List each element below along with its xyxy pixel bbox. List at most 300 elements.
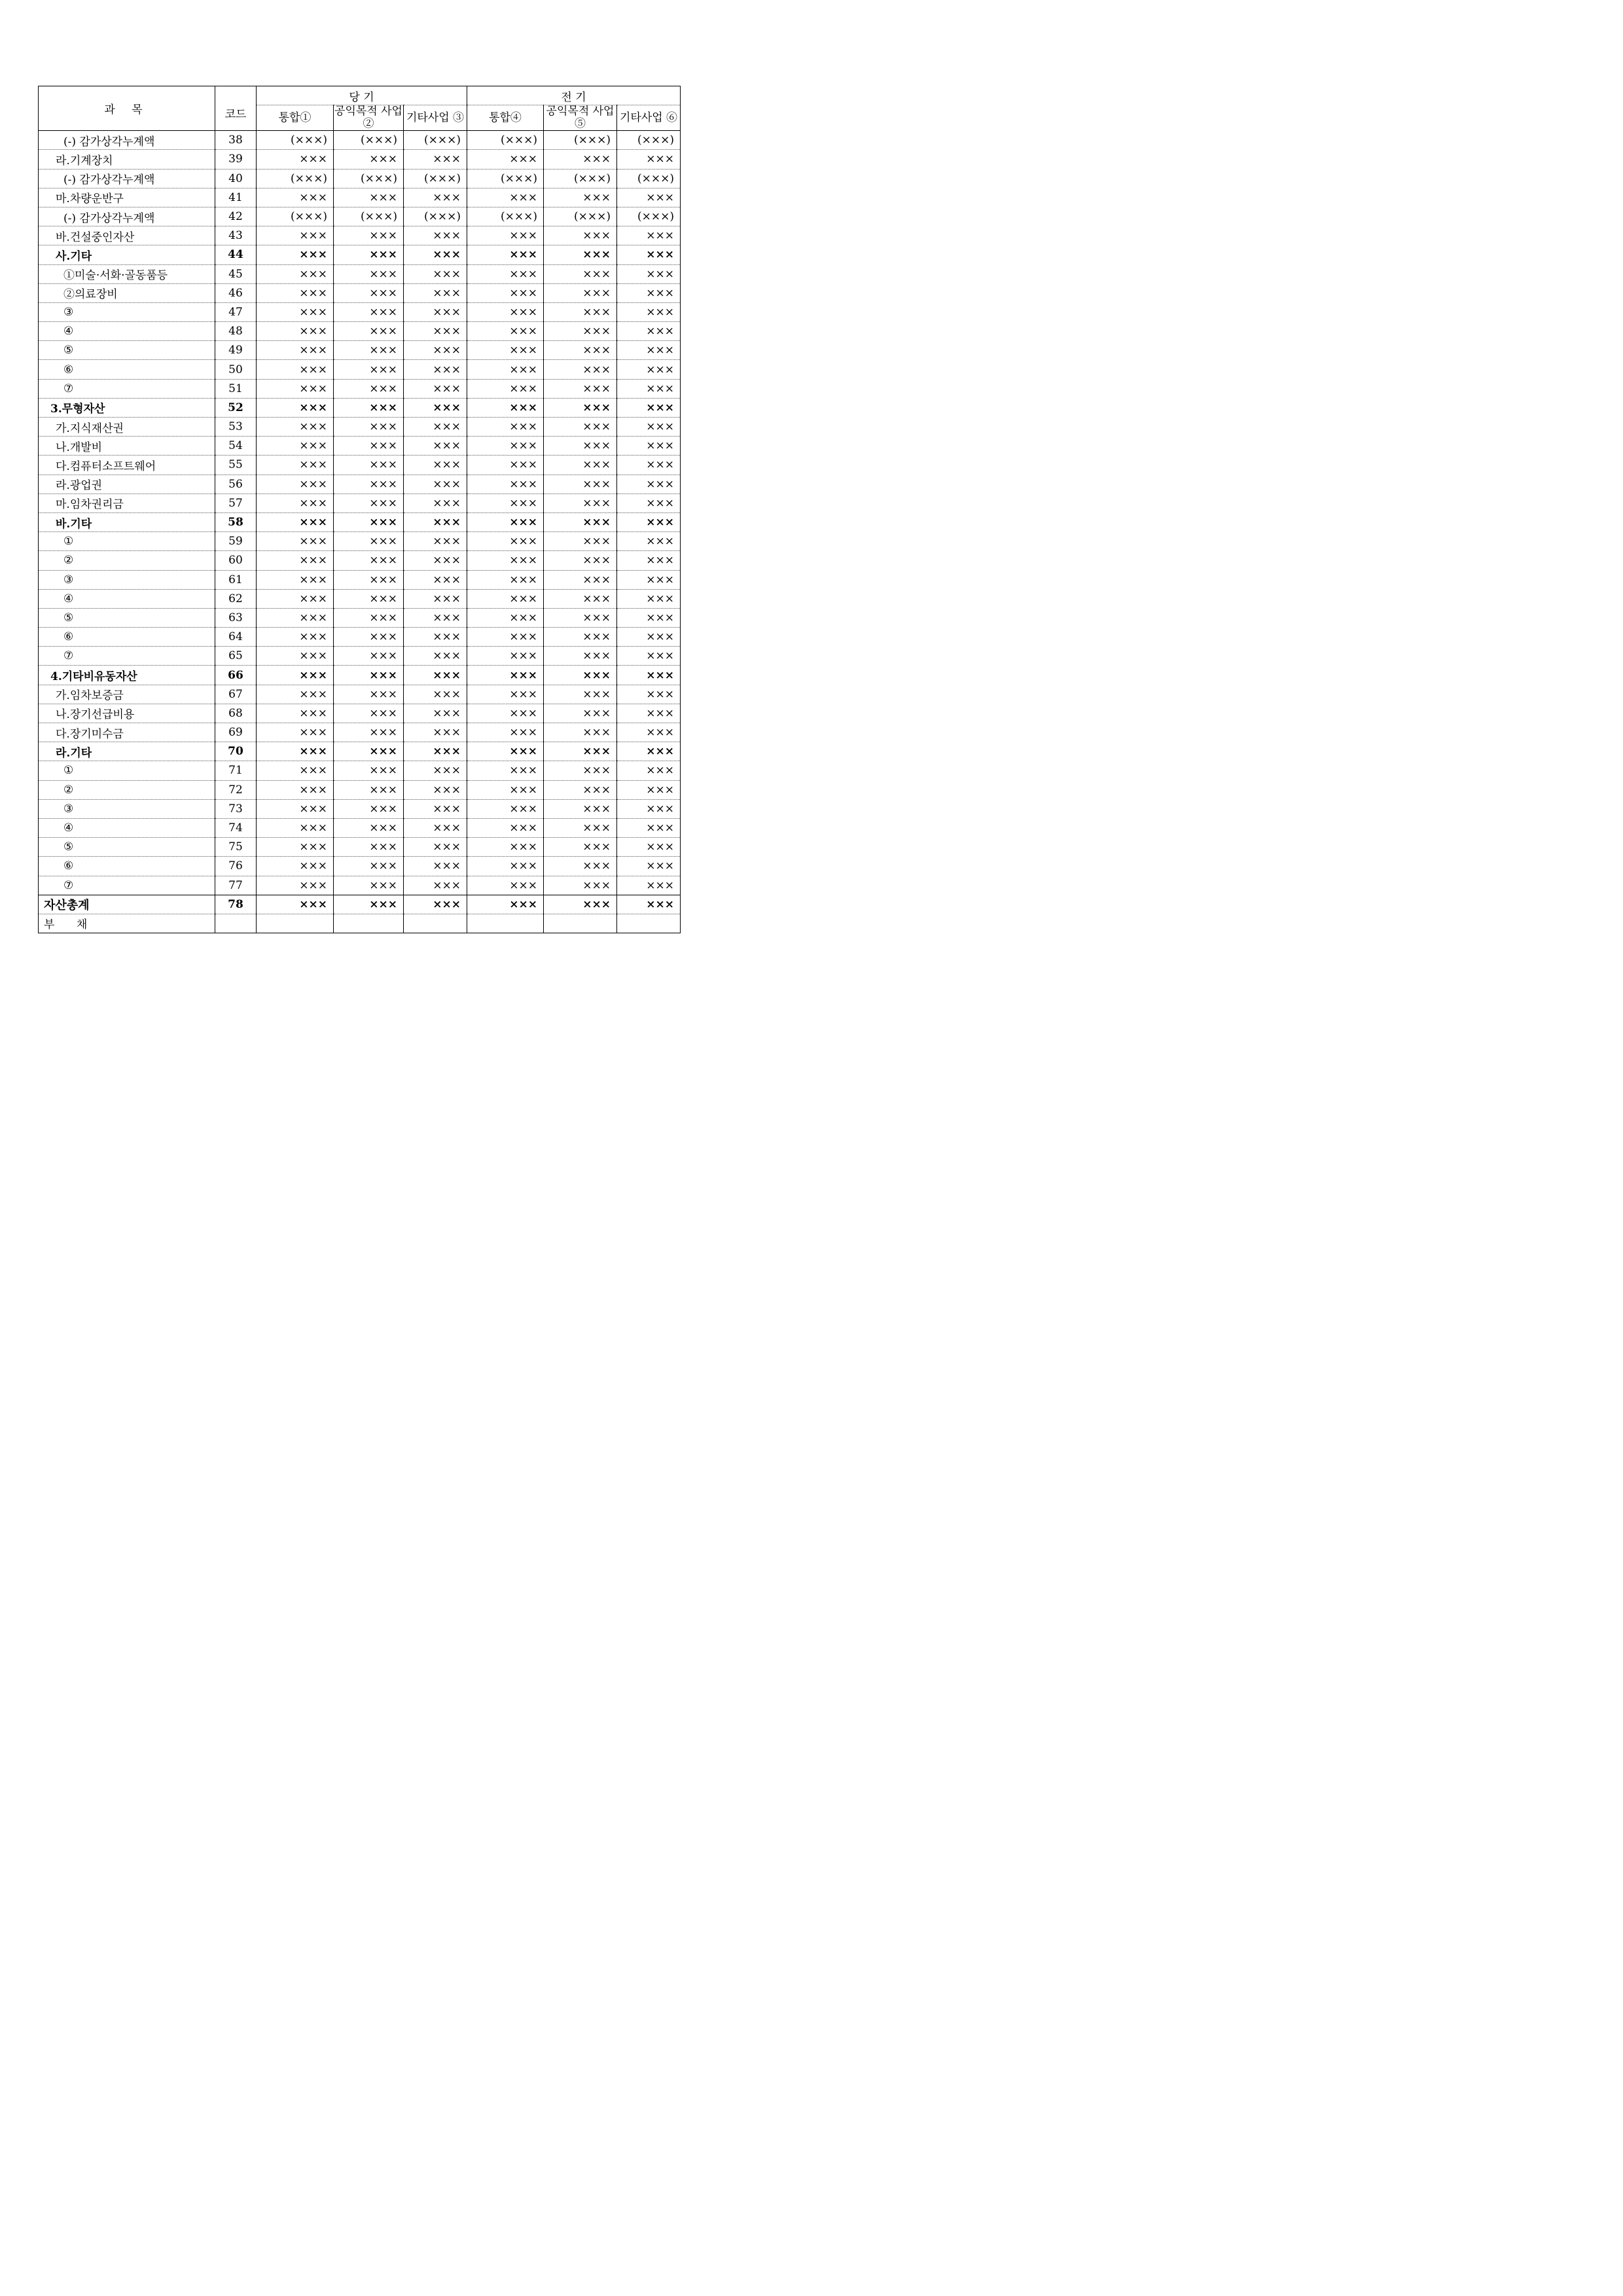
value-cell: (×××): [617, 169, 681, 188]
value-cell: ×××: [334, 608, 404, 627]
account-label: ⑤: [39, 608, 215, 627]
value-cell: ×××: [617, 742, 681, 761]
value-cell: ×××: [404, 437, 467, 456]
value-cell: ×××: [334, 264, 404, 283]
value-cell: ×××: [404, 188, 467, 207]
value-cell: ×××: [404, 150, 467, 169]
value-cell: ×××: [404, 341, 467, 360]
table-row: [39, 799, 681, 818]
value-cell: ×××: [617, 475, 681, 493]
account-label: 바.기타: [39, 512, 215, 531]
value-cell: ×××: [257, 150, 334, 169]
value-cell: ×××: [544, 647, 617, 666]
value-cell: ×××: [544, 341, 617, 360]
value-cell: (×××): [467, 207, 544, 226]
value-cell: (×××): [544, 131, 617, 150]
table-row: [39, 876, 681, 895]
value-cell: [544, 914, 617, 933]
value-cell: ×××: [257, 341, 334, 360]
table-row: [39, 742, 681, 761]
table-row: [39, 437, 681, 456]
value-cell: ×××: [544, 742, 617, 761]
value-cell: ×××: [617, 666, 681, 685]
value-cell: ×××: [617, 838, 681, 857]
value-cell: ×××: [544, 188, 617, 207]
value-cell: ×××: [404, 532, 467, 551]
value-cell: ×××: [404, 379, 467, 398]
value-cell: ×××: [257, 226, 334, 245]
value-cell: ×××: [334, 379, 404, 398]
account-code: 72: [215, 780, 257, 799]
value-cell: ×××: [334, 742, 404, 761]
account-label: (-) 감가상각누계액: [39, 169, 215, 188]
account-label: (-) 감가상각누계액: [39, 131, 215, 150]
value-cell: ×××: [467, 456, 544, 475]
value-cell: ×××: [617, 685, 681, 704]
value-cell: ×××: [404, 302, 467, 321]
value-cell: ×××: [544, 818, 617, 837]
table-row: [39, 838, 681, 857]
value-cell: ×××: [617, 226, 681, 245]
table-row: [39, 226, 681, 245]
value-cell: (×××): [617, 207, 681, 226]
column-header: 통합①: [257, 105, 334, 131]
value-cell: ×××: [257, 780, 334, 799]
value-cell: ×××: [467, 761, 544, 780]
value-cell: ×××: [544, 551, 617, 570]
value-cell: ×××: [257, 723, 334, 742]
account-label: 4.기타비유동자산: [39, 666, 215, 685]
value-cell: ×××: [544, 226, 617, 245]
value-cell: ×××: [467, 475, 544, 493]
value-cell: ×××: [257, 589, 334, 608]
table-row: [39, 685, 681, 704]
value-cell: ×××: [334, 857, 404, 876]
value-cell: ×××: [467, 379, 544, 398]
account-code: 42: [215, 207, 257, 226]
value-cell: ×××: [257, 876, 334, 895]
value-cell: ×××: [617, 551, 681, 570]
account-code: 45: [215, 264, 257, 283]
value-cell: (×××): [617, 131, 681, 150]
value-cell: ×××: [404, 493, 467, 512]
value-cell: ×××: [617, 818, 681, 837]
value-cell: ×××: [334, 551, 404, 570]
value-cell: ×××: [404, 322, 467, 341]
value-cell: ×××: [467, 570, 544, 589]
value-cell: ×××: [544, 628, 617, 647]
value-cell: ×××: [334, 302, 404, 321]
value-cell: ×××: [257, 761, 334, 780]
table-row: [39, 379, 681, 398]
value-cell: ×××: [617, 150, 681, 169]
value-cell: ×××: [404, 723, 467, 742]
table-row: [39, 493, 681, 512]
value-cell: ×××: [334, 226, 404, 245]
value-cell: ×××: [257, 322, 334, 341]
value-cell: ×××: [617, 418, 681, 437]
value-cell: ×××: [467, 666, 544, 685]
column-header: 공익목적 사업②: [334, 105, 402, 131]
value-cell: ×××: [617, 322, 681, 341]
value-cell: ×××: [544, 475, 617, 493]
table-row: [39, 761, 681, 780]
value-cell: ×××: [467, 857, 544, 876]
value-cell: ×××: [617, 532, 681, 551]
account-code: 62: [215, 589, 257, 608]
value-cell: [334, 914, 404, 933]
account-label: ⑤: [39, 341, 215, 360]
table-row: [39, 245, 681, 264]
value-cell: ×××: [617, 589, 681, 608]
value-cell: ×××: [617, 245, 681, 264]
table-row: [39, 608, 681, 627]
account-code: 52: [215, 398, 257, 417]
value-cell: ×××: [617, 704, 681, 723]
account-label: 바.건설중인자산: [39, 226, 215, 245]
table-row: [39, 188, 681, 207]
value-cell: ×××: [257, 818, 334, 837]
value-cell: ×××: [257, 628, 334, 647]
account-label: ⑥: [39, 857, 215, 876]
value-cell: ×××: [617, 895, 681, 914]
table-row: [39, 512, 681, 531]
value-cell: ×××: [617, 780, 681, 799]
account-label: 마.임차권리금: [39, 493, 215, 512]
account-label: 라.기타: [39, 742, 215, 761]
value-cell: ×××: [404, 761, 467, 780]
value-cell: ×××: [467, 685, 544, 704]
account-label: 마.차량운반구: [39, 188, 215, 207]
value-cell: (×××): [257, 131, 334, 150]
value-cell: ×××: [334, 150, 404, 169]
table-row: [39, 398, 681, 417]
value-cell: ×××: [257, 493, 334, 512]
account-label: 사.기타: [39, 245, 215, 264]
account-label: ①미술·서화·골동품등: [39, 264, 215, 283]
account-code: 48: [215, 322, 257, 341]
value-cell: ×××: [544, 761, 617, 780]
value-cell: ×××: [617, 188, 681, 207]
account-label: ⑦: [39, 647, 215, 666]
value-cell: ×××: [257, 704, 334, 723]
table-row: [39, 857, 681, 876]
account-label: ⑤: [39, 838, 215, 857]
account-code: 78: [215, 895, 257, 914]
balance-sheet-table: [38, 86, 681, 933]
account-label: 가.임차보증금: [39, 685, 215, 704]
code-header: 코드: [215, 86, 257, 131]
value-cell: ×××: [334, 360, 404, 379]
value-cell: ×××: [334, 628, 404, 647]
value-cell: ×××: [404, 245, 467, 264]
account-label: ④: [39, 589, 215, 608]
table-row: [39, 360, 681, 379]
value-cell: ×××: [544, 532, 617, 551]
account-code: 66: [215, 666, 257, 685]
value-cell: ×××: [544, 704, 617, 723]
value-cell: ×××: [544, 780, 617, 799]
value-cell: ×××: [467, 780, 544, 799]
value-cell: ×××: [257, 551, 334, 570]
table-row: [39, 341, 681, 360]
table-row: [39, 475, 681, 493]
value-cell: (×××): [334, 131, 404, 150]
value-cell: ×××: [544, 379, 617, 398]
value-cell: ×××: [467, 322, 544, 341]
value-cell: ×××: [467, 838, 544, 857]
value-cell: ×××: [617, 341, 681, 360]
account-label: 3.무형자산: [39, 398, 215, 417]
value-cell: ×××: [617, 493, 681, 512]
value-cell: ×××: [257, 264, 334, 283]
table-row: [39, 322, 681, 341]
value-cell: ×××: [467, 226, 544, 245]
value-cell: ×××: [257, 475, 334, 493]
value-cell: ×××: [467, 341, 544, 360]
value-cell: ×××: [404, 895, 467, 914]
value-cell: ×××: [334, 876, 404, 895]
account-code: 71: [215, 761, 257, 780]
value-cell: ×××: [544, 360, 617, 379]
table-row: [39, 780, 681, 799]
value-cell: ×××: [467, 799, 544, 818]
account-code: 75: [215, 838, 257, 857]
account-code: 59: [215, 532, 257, 551]
value-cell: ×××: [544, 666, 617, 685]
account-code: 74: [215, 818, 257, 837]
value-cell: (×××): [467, 131, 544, 150]
value-cell: ×××: [617, 608, 681, 627]
value-cell: (×××): [404, 207, 467, 226]
account-label: ④: [39, 818, 215, 837]
value-cell: ×××: [334, 437, 404, 456]
value-cell: ×××: [404, 475, 467, 493]
value-cell: ×××: [467, 418, 544, 437]
value-cell: ×××: [404, 456, 467, 475]
account-code: 73: [215, 799, 257, 818]
value-cell: ×××: [334, 799, 404, 818]
value-cell: ×××: [544, 857, 617, 876]
value-cell: ×××: [467, 245, 544, 264]
value-cell: ×××: [544, 512, 617, 531]
value-cell: ×××: [617, 723, 681, 742]
value-cell: [467, 914, 544, 933]
value-cell: ×××: [617, 456, 681, 475]
value-cell: ×××: [334, 532, 404, 551]
value-cell: ×××: [467, 512, 544, 531]
account-label: ③: [39, 302, 215, 321]
value-cell: ×××: [467, 264, 544, 283]
value-cell: ×××: [404, 283, 467, 302]
value-cell: ×××: [617, 628, 681, 647]
value-cell: ×××: [257, 188, 334, 207]
value-cell: ×××: [617, 857, 681, 876]
value-cell: ×××: [544, 589, 617, 608]
value-cell: ×××: [334, 723, 404, 742]
value-cell: ×××: [617, 360, 681, 379]
value-cell: ×××: [404, 608, 467, 627]
value-cell: ×××: [467, 895, 544, 914]
current-period-header: 당 기: [257, 86, 467, 105]
value-cell: ×××: [257, 283, 334, 302]
account-code: 53: [215, 418, 257, 437]
account-label: 다.컴퓨터소프트웨어: [39, 456, 215, 475]
value-cell: ×××: [544, 418, 617, 437]
value-cell: ×××: [334, 895, 404, 914]
table-row: [39, 723, 681, 742]
table-row: [39, 302, 681, 321]
value-cell: ×××: [257, 799, 334, 818]
value-cell: ×××: [257, 742, 334, 761]
value-cell: ×××: [334, 398, 404, 417]
value-cell: ×××: [404, 570, 467, 589]
value-cell: ×××: [257, 647, 334, 666]
value-cell: ×××: [257, 302, 334, 321]
account-code: 61: [215, 570, 257, 589]
value-cell: ×××: [544, 302, 617, 321]
value-cell: ×××: [467, 398, 544, 417]
value-cell: (×××): [257, 169, 334, 188]
value-cell: ×××: [334, 570, 404, 589]
value-cell: ×××: [617, 302, 681, 321]
table-row: [39, 283, 681, 302]
account-code: 50: [215, 360, 257, 379]
column-header: 공익목적 사업⑤: [544, 105, 617, 131]
value-cell: (×××): [544, 207, 617, 226]
value-cell: ×××: [404, 838, 467, 857]
value-cell: ×××: [257, 398, 334, 417]
table-row: [39, 818, 681, 837]
value-cell: ×××: [467, 876, 544, 895]
value-cell: ×××: [257, 456, 334, 475]
value-cell: ×××: [544, 398, 617, 417]
value-cell: ×××: [544, 245, 617, 264]
value-cell: ×××: [617, 283, 681, 302]
account-label: ③: [39, 799, 215, 818]
value-cell: ×××: [334, 838, 404, 857]
value-cell: ×××: [544, 723, 617, 742]
value-cell: ×××: [257, 245, 334, 264]
column-header: 통합④: [467, 105, 544, 131]
account-code: 55: [215, 456, 257, 475]
value-cell: ×××: [617, 512, 681, 531]
table-row: [39, 589, 681, 608]
value-cell: ×××: [467, 551, 544, 570]
value-cell: ×××: [334, 780, 404, 799]
account-label: 다.장기미수금: [39, 723, 215, 742]
account-label: ①: [39, 532, 215, 551]
value-cell: ×××: [334, 188, 404, 207]
value-cell: ×××: [334, 245, 404, 264]
table-row: [39, 551, 681, 570]
value-cell: ×××: [467, 704, 544, 723]
value-cell: ×××: [467, 150, 544, 169]
value-cell: ×××: [467, 608, 544, 627]
value-cell: ×××: [257, 418, 334, 437]
value-cell: ×××: [334, 685, 404, 704]
value-cell: ×××: [467, 818, 544, 837]
value-cell: ×××: [257, 608, 334, 627]
value-cell: (×××): [404, 169, 467, 188]
value-cell: (×××): [404, 131, 467, 150]
value-cell: (×××): [544, 169, 617, 188]
account-code: 40: [215, 169, 257, 188]
value-cell: ×××: [404, 589, 467, 608]
value-cell: ×××: [404, 666, 467, 685]
value-cell: ×××: [617, 264, 681, 283]
account-code: 54: [215, 437, 257, 456]
account-code: 64: [215, 628, 257, 647]
value-cell: ×××: [404, 818, 467, 837]
account-code: 58: [215, 512, 257, 531]
account-label: 자산총계: [39, 895, 215, 914]
value-cell: ×××: [334, 475, 404, 493]
account-label: 라.광업권: [39, 475, 215, 493]
account-code: [215, 914, 257, 933]
value-cell: ×××: [544, 799, 617, 818]
account-code: 39: [215, 150, 257, 169]
subject-header: 과 목: [39, 86, 215, 131]
value-cell: ×××: [617, 379, 681, 398]
liabilities-row: [39, 914, 681, 933]
value-cell: ×××: [467, 360, 544, 379]
value-cell: ×××: [257, 666, 334, 685]
value-cell: ×××: [544, 456, 617, 475]
account-code: 76: [215, 857, 257, 876]
value-cell: ×××: [334, 493, 404, 512]
value-cell: ×××: [544, 570, 617, 589]
value-cell: ×××: [544, 895, 617, 914]
prior-period-header: 전 기: [467, 86, 681, 105]
table-row: [39, 150, 681, 169]
value-cell: ×××: [467, 283, 544, 302]
value-cell: ×××: [334, 647, 404, 666]
value-cell: ×××: [404, 857, 467, 876]
value-cell: ×××: [334, 283, 404, 302]
account-code: 60: [215, 551, 257, 570]
account-label: ④: [39, 322, 215, 341]
value-cell: ×××: [257, 379, 334, 398]
value-cell: ×××: [467, 628, 544, 647]
value-cell: ×××: [544, 437, 617, 456]
account-code: 65: [215, 647, 257, 666]
value-cell: ×××: [257, 685, 334, 704]
table-row: [39, 169, 681, 188]
value-cell: ×××: [467, 647, 544, 666]
value-cell: ×××: [257, 838, 334, 857]
value-cell: ×××: [544, 876, 617, 895]
account-label: ②: [39, 780, 215, 799]
table-row: [39, 570, 681, 589]
value-cell: (×××): [334, 207, 404, 226]
account-code: 51: [215, 379, 257, 398]
value-cell: ×××: [544, 608, 617, 627]
value-cell: ×××: [404, 226, 467, 245]
value-cell: ×××: [257, 895, 334, 914]
value-cell: ×××: [404, 876, 467, 895]
value-cell: ×××: [404, 742, 467, 761]
value-cell: ×××: [257, 512, 334, 531]
account-code: 38: [215, 131, 257, 150]
value-cell: ×××: [404, 799, 467, 818]
value-cell: ×××: [467, 723, 544, 742]
value-cell: ×××: [544, 685, 617, 704]
value-cell: ×××: [404, 418, 467, 437]
value-cell: ×××: [404, 264, 467, 283]
value-cell: ×××: [334, 761, 404, 780]
account-code: 44: [215, 245, 257, 264]
